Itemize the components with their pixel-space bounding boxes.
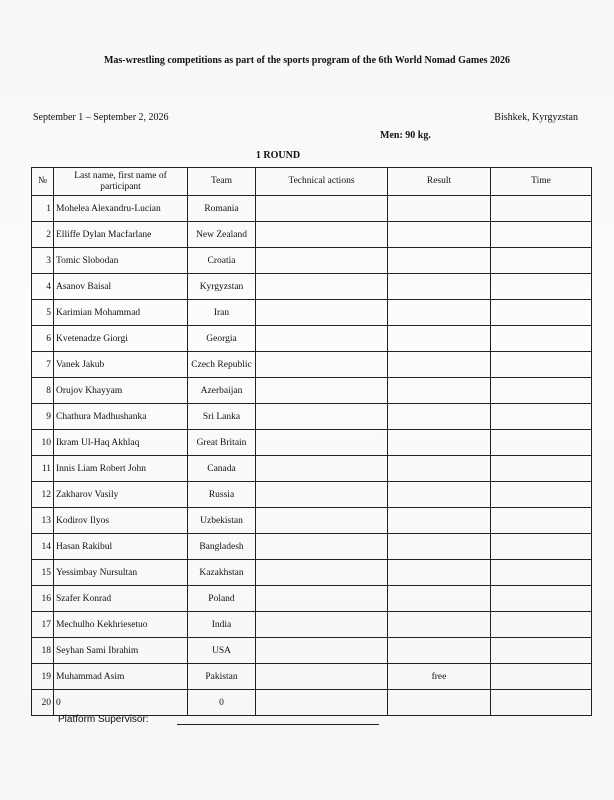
cell-technical-actions bbox=[256, 404, 388, 430]
table-row bbox=[32, 560, 592, 586]
cell-team: New Zealand bbox=[188, 222, 256, 248]
participants-table bbox=[31, 167, 592, 716]
cell-time bbox=[491, 378, 592, 404]
cell-result bbox=[388, 560, 491, 586]
cell-team: Czech Republic bbox=[188, 352, 256, 378]
cell-number: 10 bbox=[32, 430, 54, 456]
cell-participant-name: Kodirov Ilyos bbox=[54, 508, 188, 534]
cell-technical-actions bbox=[256, 248, 388, 274]
cell-technical-actions bbox=[256, 352, 388, 378]
cell-result bbox=[388, 456, 491, 482]
cell-team: Uzbekistan bbox=[188, 508, 256, 534]
column-header-result: Result bbox=[388, 168, 491, 196]
cell-participant-name: Hasan Rakibul bbox=[54, 534, 188, 560]
cell-result bbox=[388, 326, 491, 352]
cell-participant-name: Vanek Jakub bbox=[54, 352, 188, 378]
cell-team: India bbox=[188, 612, 256, 638]
cell-number: 16 bbox=[32, 586, 54, 612]
cell-number: 6 bbox=[32, 326, 54, 352]
cell-time bbox=[491, 534, 592, 560]
cell-number: 2 bbox=[32, 222, 54, 248]
cell-number: 11 bbox=[32, 456, 54, 482]
cell-number: 7 bbox=[32, 352, 54, 378]
cell-participant-name: Seyhan Sami Ibrahim bbox=[54, 638, 188, 664]
cell-technical-actions bbox=[256, 378, 388, 404]
cell-team: Kyrgyzstan bbox=[188, 274, 256, 300]
column-header-technical-actions: Technical actions bbox=[256, 168, 388, 196]
cell-result bbox=[388, 690, 491, 716]
cell-number: 8 bbox=[32, 378, 54, 404]
table-row bbox=[32, 482, 592, 508]
cell-number: 12 bbox=[32, 482, 54, 508]
cell-team: Kazakhstan bbox=[188, 560, 256, 586]
cell-technical-actions bbox=[256, 638, 388, 664]
cell-participant-name: Chathura Madhushanka bbox=[54, 404, 188, 430]
cell-team: Sri Lanka bbox=[188, 404, 256, 430]
cell-time bbox=[491, 222, 592, 248]
cell-technical-actions bbox=[256, 690, 388, 716]
table-row bbox=[32, 300, 592, 326]
cell-participant-name: Innis Liam Robert John bbox=[54, 456, 188, 482]
cell-time bbox=[491, 274, 592, 300]
cell-number: 17 bbox=[32, 612, 54, 638]
table-row bbox=[32, 690, 592, 716]
cell-number: 14 bbox=[32, 534, 54, 560]
cell-time bbox=[491, 456, 592, 482]
cell-team: Georgia bbox=[188, 326, 256, 352]
cell-number: 4 bbox=[32, 274, 54, 300]
cell-participant-name: Elliffe Dylan Macfarlane bbox=[54, 222, 188, 248]
cell-team: Iran bbox=[188, 300, 256, 326]
cell-number: 15 bbox=[32, 560, 54, 586]
table-row bbox=[32, 612, 592, 638]
cell-number: 13 bbox=[32, 508, 54, 534]
cell-technical-actions bbox=[256, 508, 388, 534]
cell-technical-actions bbox=[256, 326, 388, 352]
column-header-time: Time bbox=[491, 168, 592, 196]
column-header-team: Team bbox=[188, 168, 256, 196]
cell-time bbox=[491, 326, 592, 352]
cell-team: USA bbox=[188, 638, 256, 664]
cell-time bbox=[491, 638, 592, 664]
cell-technical-actions bbox=[256, 664, 388, 690]
cell-technical-actions bbox=[256, 430, 388, 456]
platform-supervisor-label: Platform Supervisor: bbox=[58, 714, 149, 725]
cell-time bbox=[491, 196, 592, 222]
cell-result bbox=[388, 508, 491, 534]
cell-result bbox=[388, 196, 491, 222]
table-row bbox=[32, 196, 592, 222]
cell-time bbox=[491, 352, 592, 378]
cell-result bbox=[388, 586, 491, 612]
cell-technical-actions bbox=[256, 456, 388, 482]
cell-participant-name: Muhammad Asim bbox=[54, 664, 188, 690]
cell-number: 9 bbox=[32, 404, 54, 430]
column-header-number: № bbox=[32, 168, 54, 196]
competition-dates: September 1 – September 2, 2026 bbox=[33, 112, 169, 123]
cell-participant-name: Ikram Ul-Haq Akhlaq bbox=[54, 430, 188, 456]
table-row bbox=[32, 586, 592, 612]
cell-time bbox=[491, 612, 592, 638]
table-row bbox=[32, 664, 592, 690]
cell-time bbox=[491, 430, 592, 456]
table-header-row bbox=[32, 168, 592, 196]
cell-time bbox=[491, 300, 592, 326]
column-header-participant: Last name, first name of participant bbox=[54, 168, 188, 196]
cell-result: free bbox=[388, 664, 491, 690]
cell-time bbox=[491, 404, 592, 430]
cell-result bbox=[388, 352, 491, 378]
cell-result bbox=[388, 482, 491, 508]
table-row bbox=[32, 378, 592, 404]
cell-team: Canada bbox=[188, 456, 256, 482]
cell-participant-name: Yessimbay Nursultan bbox=[54, 560, 188, 586]
cell-technical-actions bbox=[256, 534, 388, 560]
table-row bbox=[32, 274, 592, 300]
table-body bbox=[32, 196, 592, 716]
cell-participant-name: 0 bbox=[54, 690, 188, 716]
cell-team: 0 bbox=[188, 690, 256, 716]
table-row bbox=[32, 508, 592, 534]
round-label: 1 ROUND bbox=[255, 150, 301, 161]
cell-participant-name: Asanov Baisal bbox=[54, 274, 188, 300]
cell-time bbox=[491, 482, 592, 508]
cell-time bbox=[491, 664, 592, 690]
document-title: Mas-wrestling competitions as part of the sports program of the 6th World Nomad Games 2026 bbox=[103, 55, 511, 66]
table-row bbox=[32, 248, 592, 274]
table-row bbox=[32, 222, 592, 248]
cell-result bbox=[388, 534, 491, 560]
table-row bbox=[32, 404, 592, 430]
cell-participant-name: Zakharov Vasily bbox=[54, 482, 188, 508]
cell-result bbox=[388, 378, 491, 404]
competition-location: Bishkek, Kyrgyzstan bbox=[494, 112, 578, 123]
table-row bbox=[32, 638, 592, 664]
table-row bbox=[32, 430, 592, 456]
cell-participant-name: Mechulho Kekhriesetuo bbox=[54, 612, 188, 638]
cell-result bbox=[388, 612, 491, 638]
cell-team: Bangladesh bbox=[188, 534, 256, 560]
cell-technical-actions bbox=[256, 222, 388, 248]
cell-time bbox=[491, 560, 592, 586]
cell-participant-name: Mohelea Alexandru-Lucian bbox=[54, 196, 188, 222]
cell-result bbox=[388, 248, 491, 274]
cell-result bbox=[388, 222, 491, 248]
cell-result bbox=[388, 404, 491, 430]
cell-participant-name: Tomic Slobodan bbox=[54, 248, 188, 274]
cell-number: 20 bbox=[32, 690, 54, 716]
cell-time bbox=[491, 248, 592, 274]
table-row bbox=[32, 352, 592, 378]
cell-number: 1 bbox=[32, 196, 54, 222]
cell-participant-name: Kvetenadze Giorgi bbox=[54, 326, 188, 352]
cell-result bbox=[388, 638, 491, 664]
cell-result bbox=[388, 430, 491, 456]
table-row bbox=[32, 534, 592, 560]
table-row bbox=[32, 456, 592, 482]
cell-technical-actions bbox=[256, 196, 388, 222]
cell-team: Russia bbox=[188, 482, 256, 508]
cell-number: 5 bbox=[32, 300, 54, 326]
cell-team: Azerbaijan bbox=[188, 378, 256, 404]
cell-result bbox=[388, 300, 491, 326]
cell-team: Croatia bbox=[188, 248, 256, 274]
cell-number: 18 bbox=[32, 638, 54, 664]
cell-number: 19 bbox=[32, 664, 54, 690]
cell-team: Poland bbox=[188, 586, 256, 612]
cell-technical-actions bbox=[256, 586, 388, 612]
cell-participant-name: Karimian Mohammad bbox=[54, 300, 188, 326]
cell-time bbox=[491, 586, 592, 612]
cell-technical-actions bbox=[256, 482, 388, 508]
cell-result bbox=[388, 274, 491, 300]
table-row bbox=[32, 326, 592, 352]
cell-number: 3 bbox=[32, 248, 54, 274]
weight-category: Men: 90 kg. bbox=[380, 130, 431, 141]
cell-team: Romania bbox=[188, 196, 256, 222]
cell-time bbox=[491, 508, 592, 534]
cell-team: Pakistan bbox=[188, 664, 256, 690]
cell-time bbox=[491, 690, 592, 716]
cell-participant-name: Szafer Konrad bbox=[54, 586, 188, 612]
cell-technical-actions bbox=[256, 274, 388, 300]
cell-participant-name: Orujov Khayyam bbox=[54, 378, 188, 404]
cell-team: Great Britain bbox=[188, 430, 256, 456]
cell-technical-actions bbox=[256, 560, 388, 586]
signature-line bbox=[177, 724, 379, 725]
cell-technical-actions bbox=[256, 612, 388, 638]
cell-technical-actions bbox=[256, 300, 388, 326]
